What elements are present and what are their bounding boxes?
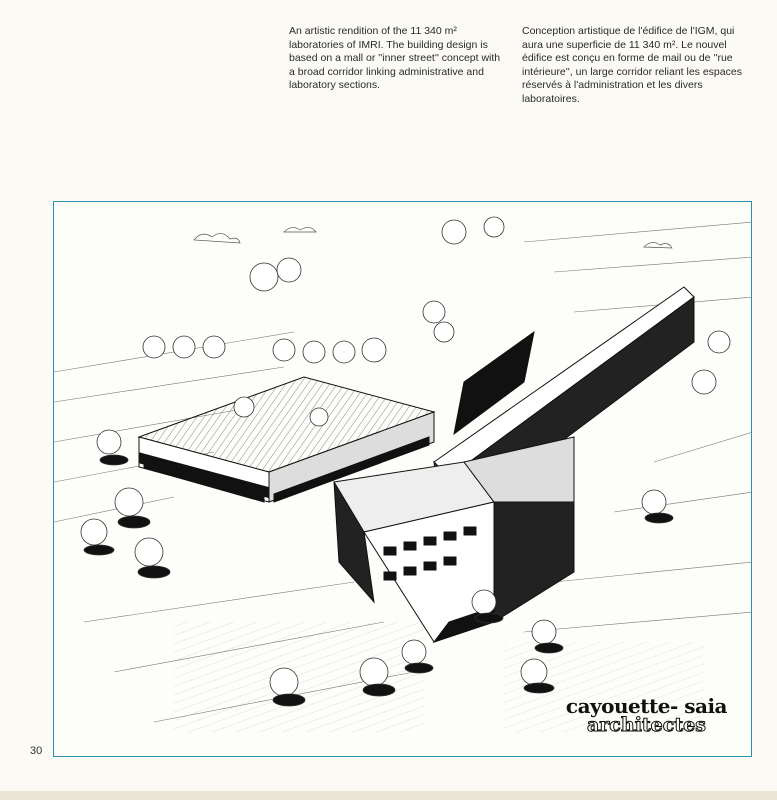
clouds (194, 227, 672, 248)
page-number: 30 (30, 745, 43, 757)
signature-subtitle: architectes (586, 714, 706, 736)
caption-french: Conception artistique de l'édifice de l'IGM, qui aura une superficie de 11 340 m². Le nouvel édifice est conçu en forme de mail ou de ''rue intérieure'', un large corridor reliant les espaces réservés à l'administration et les divers laboratoires. (522, 25, 742, 105)
page-bottom-edge (0, 791, 777, 800)
architectural-rendering (53, 201, 752, 757)
signature-name: cayouette- saia (565, 694, 727, 718)
architect-signature (566, 694, 727, 736)
building-drawing (54, 202, 752, 757)
caption-english: An artistic rendition of the 11 340 m² laboratories of IMRI. The building design is based on a mall or ''inner street'' concept with a broad corridor linking administrative and laboratory sections. (289, 25, 501, 92)
administrative-wing (334, 437, 574, 642)
